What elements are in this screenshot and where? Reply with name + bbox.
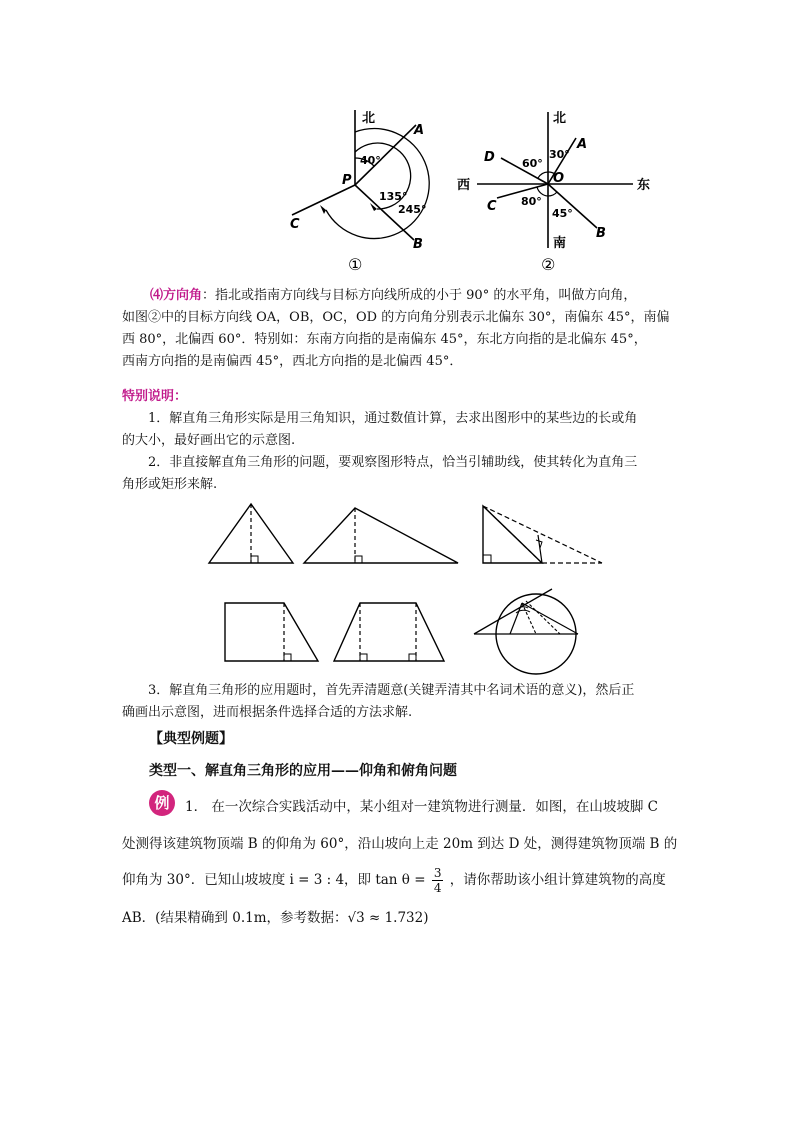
special-note-2-line2: 角形或矩形来解. <box>122 477 218 492</box>
example-1-line3 <box>122 866 682 895</box>
fig2-angle-30: 30° <box>549 148 570 161</box>
example-badge: 例 <box>149 790 175 816</box>
fig1-north-label: 北 <box>362 111 376 126</box>
circle-tangent-figure <box>470 585 585 677</box>
section-4-line2: 如图②中的目标方向线 OA，OB，OC，OD 的方向角分别表示北偏东 30°，南偏东 45°，南偏 <box>122 310 670 325</box>
direction-figure-2 <box>455 100 665 275</box>
fig2-angle-80: 80° <box>521 195 542 208</box>
example-1-line3a: 仰角为 30°．已知山坡坡度 i = 3 : 4，即 tan θ = <box>122 872 426 888</box>
fig2-label-A: A <box>577 137 588 152</box>
special-note-1-line2: 的大小，最好画出它的示意图. <box>122 433 296 448</box>
direction-figure-1 <box>280 100 450 275</box>
fig2-caption: ② <box>541 255 556 274</box>
special-note-3 <box>122 680 682 724</box>
special-note-3-line1: 3．解直角三角形的应用题时，首先弄清题意(关键弄清其中名词术语的意义)，然后正 <box>148 683 635 698</box>
fig1-label-P: P <box>342 173 352 188</box>
special-notes-title: 特别说明： <box>122 389 188 404</box>
fig1-angle-40: 40° <box>360 154 381 167</box>
fig2-east-label: 东 <box>637 178 651 193</box>
fig1-caption: ① <box>348 255 363 274</box>
right-trapezoid-figure <box>220 598 324 666</box>
special-notes <box>122 386 682 496</box>
fig1-label-C: C <box>290 217 300 232</box>
fig1-angle-135: 135° <box>379 190 408 203</box>
fraction-numerator: 3 <box>433 866 442 880</box>
example-1-line3b: ，请你帮助该小组计算建筑物的高度 <box>449 872 666 888</box>
fig1-label-B: B <box>413 237 423 252</box>
fig2-label-C: C <box>487 199 497 214</box>
fig2-label-D: D <box>484 150 495 165</box>
fig2-angle-60: 60° <box>522 157 543 170</box>
right-triangle-extended-figure <box>478 500 606 568</box>
fraction-denominator: 4 <box>433 881 442 895</box>
example-1-line4: AB．(结果精确到 0.1m，参考数据：√3 ≈ 1.732) <box>122 910 429 926</box>
example-1-line2: 处测得该建筑物顶端 B 的仰角为 60°，沿山坡向上走 20m 到达 D 处，测得建筑物顶端 B 的 <box>122 836 678 852</box>
isosceles-triangle-figure <box>205 500 297 568</box>
scalene-triangle-figure <box>300 500 462 568</box>
fig2-south-label: 南 <box>553 236 567 251</box>
examples-header: 【典型例题】 <box>149 731 233 747</box>
fig2-label-O: O <box>553 171 565 186</box>
fraction <box>432 866 444 895</box>
special-note-1-line1: 1．解直角三角形实际是用三角知识，通过数值计算，去求出图形中的某些边的长或角 <box>148 411 638 426</box>
section-4-line3: 西 80°，北偏西 60°．特别如：东南方向指的是南偏东 45°，东北方向指的是北偏东 45°， <box>122 332 647 347</box>
section-4-direction-angle <box>122 285 682 373</box>
fig2-west-label: 西 <box>457 178 471 193</box>
fig1-angle-245: 245° <box>398 203 427 216</box>
example-1-line1: 1． 在一次综合实践活动中，某小组对一建筑物进行测量．如图，在山坡坡脚 C <box>185 799 658 815</box>
fig1-label-A: A <box>414 123 425 138</box>
section-4-label: ⑷方向角 <box>150 288 203 303</box>
isosceles-trapezoid-figure <box>330 598 450 666</box>
fig2-label-B: B <box>596 226 606 241</box>
fig2-north-label: 北 <box>553 111 567 126</box>
section-4-line1: ：指北或指南方向线与目标方向线所成的小于 90° 的水平角，叫做方向角， <box>202 288 637 303</box>
special-note-3-line2: 确画出示意图，进而根据条件选择合适的方法求解. <box>122 705 413 720</box>
section-4-line4: 西南方向指的是南偏西 45°，西北方向指的是北偏西 45°． <box>122 354 463 369</box>
fig2-angle-45: 45° <box>552 207 573 220</box>
special-note-2-line1: 2．非直接解直角三角形的问题，要观察图形特点，恰当引辅助线，使其转化为直角三 <box>148 455 638 470</box>
type-1-title: 类型一、解直角三角形的应用——仰角和俯角问题 <box>149 763 457 779</box>
